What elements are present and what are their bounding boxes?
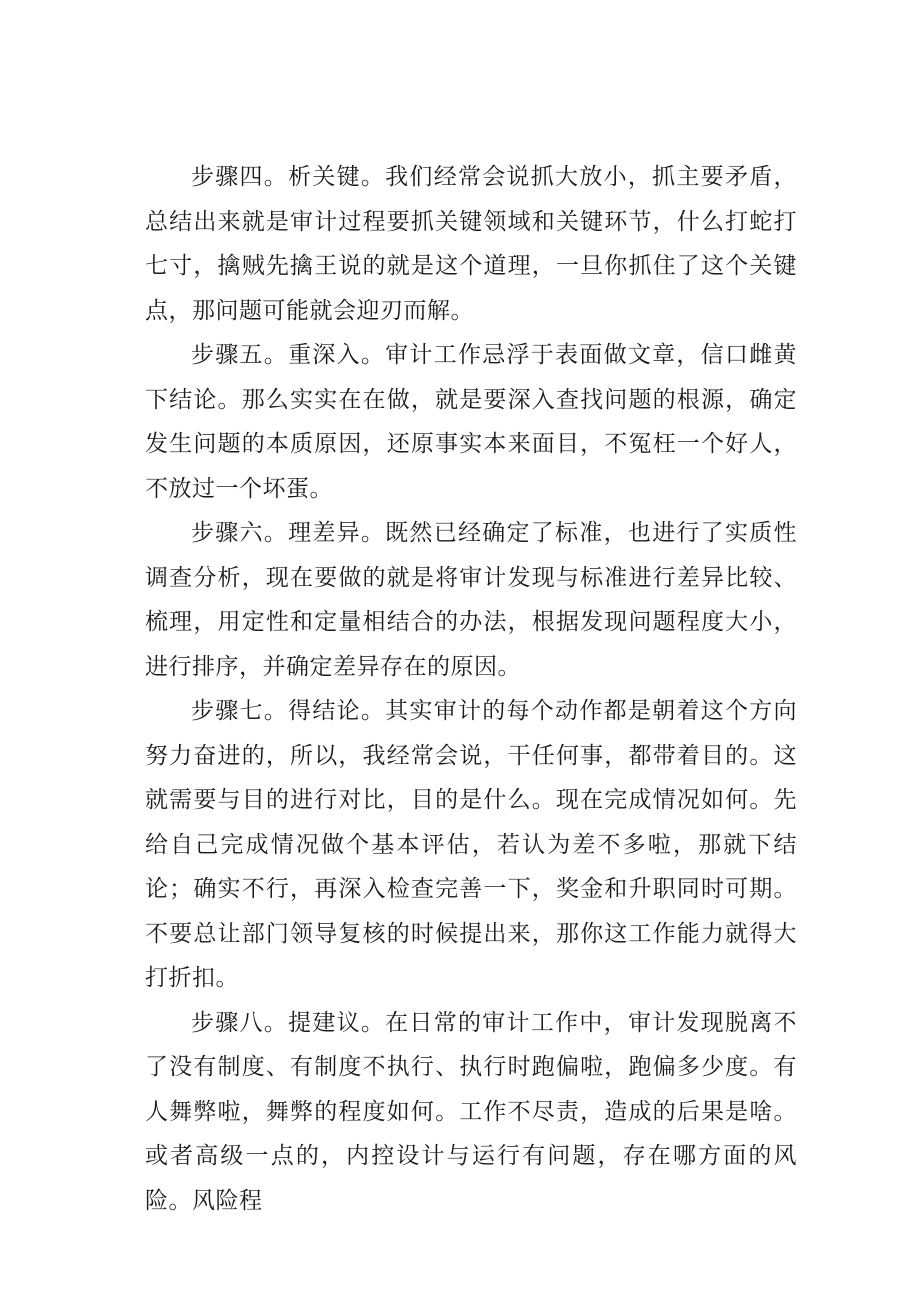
document-body [145, 155, 797, 1223]
paragraph-step-8: 步骤八。提建议。在日常的审计工作中，审计发现脱离不了没有制度、有制度不执行、执行时跑偏啦，跑偏多少度。有人舞弊啦，舞弊的程度如何。工作不尽责，造成的后果是啥。或者高级一点的，内控设计与运行有问题，存在哪方面的风险。风险程 [145, 1009, 797, 1214]
paragraph-step-5: 步骤五。重深入。审计工作忌浮于表面做文章，信口雌黄下结论。那么实实在在做，就是要深入查找问题的根源，确定发生问题的本质原因，还原事实本来面目，不冤枉一个好人，不放过一个坏蛋。 [145, 342, 797, 502]
paragraph-step-6: 步骤六。理差异。既然已经确定了标准，也进行了实质性调查分析，现在要做的就是将审计发现与标准进行差异比较、梳理，用定性和定量相结合的办法，根据发现问题程度大小，进行排序，并确定差异存在的原因。 [145, 520, 797, 680]
paragraph-step-7: 步骤七。得结论。其实审计的每个动作都是朝着这个方向努力奋进的，所以，我经常会说，干任何事，都带着目的。这就需要与目的进行对比，目的是什么。现在完成情况如何。先给自己完成情况做个基本评估，若认为差不多啦，那就下结论；确实不行，再深入检查完善一下，奖金和升职同时可期。不要总让部门领导复核的时候提出来，那你这工作能力就得大打折扣。 [145, 698, 797, 991]
paragraph-step-4: 步骤四。析关键。我们经常会说抓大放小，抓主要矛盾，总结出来就是审计过程要抓关键领域和关键环节，什么打蛇打七寸，擒贼先擒王说的就是这个道理，一旦你抓住了这个关键点，那问题可能就会迎刃而解。 [145, 164, 797, 324]
